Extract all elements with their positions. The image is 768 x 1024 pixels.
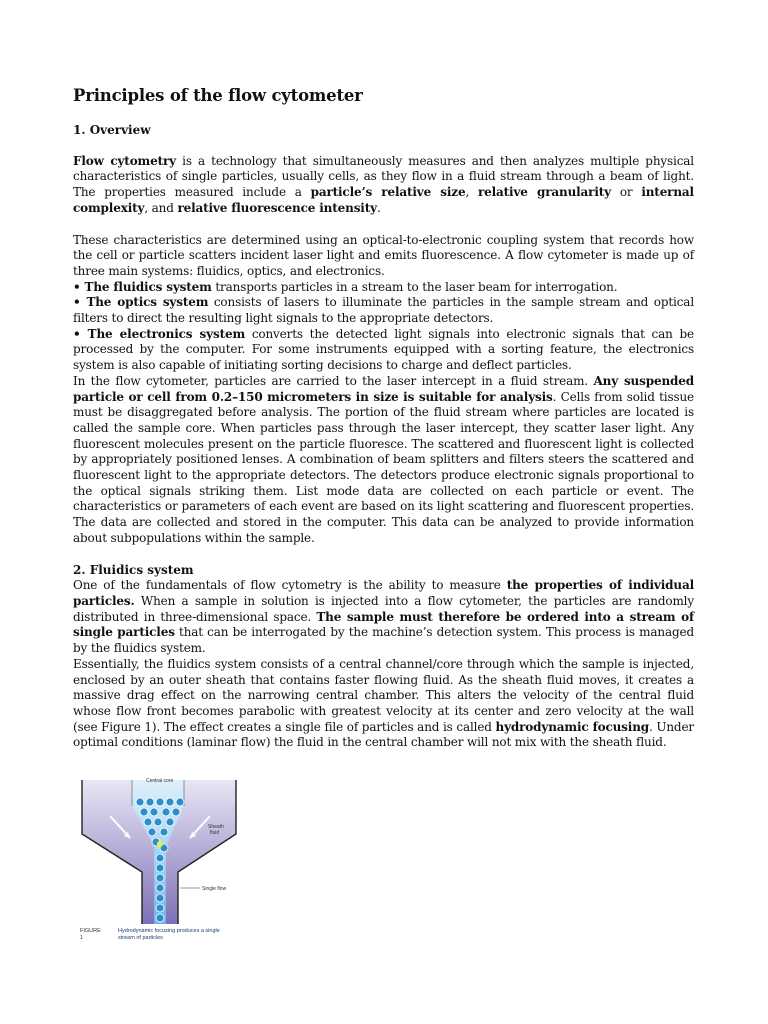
bullet-electronics: • The electronics system converts the detected light signals into electronic signals that can be processed by the computer. For some instruments equipped with a sorting feature, the electronics system is also capable of initiating sorting decisions to charge and deflect particles. bbox=[73, 326, 694, 373]
fluidics-heading: 2. Fluidics system bbox=[73, 562, 194, 577]
overview-paragraph-1: Flow cytometry is a technology that simultaneously measures and then analyzes multiple physical characteristics of single particles, usually cells, as they flow in a fluid stream through a beam of light. The properties measured include a particle’s relative size, relative granularity or internal complexity, and relative fluorescence intensity. bbox=[73, 153, 694, 215]
fluidics-paragraph-1: One of the fundamentals of flow cytometry is the ability to measure the properties of individual particles. When a sample in solution is injected into a flow cytometer, the particles are randomly distributed in three-dimensional space. The sample must therefore be ordered into a stream of single particles that can be interrogated by the machine’s detection system. This process is managed by the fluidics system. bbox=[73, 578, 694, 656]
bullet-fluidics: • The fluidics system transports particles in a stream to the laser beam for interrogation. bbox=[73, 279, 618, 294]
flow-cell-diagram bbox=[80, 776, 240, 926]
overview-heading: 1. Overview bbox=[73, 123, 151, 137]
label-sheath-2: fluid bbox=[210, 830, 220, 836]
label-sheath-1: Sheath bbox=[208, 824, 224, 830]
overview-paragraph-2: These characteristics are determined using an optical-to-electronic coupling system that records how the cell or particle scatters incident laser light and emits fluorescence. A flow cytometer is made up of three main systems: fluidics, optics, and electronics. bbox=[73, 232, 694, 278]
document-page bbox=[73, 86, 694, 751]
figure-caption: Hydrodynamic focusing produces a single stream of particles bbox=[118, 928, 220, 941]
fluidics-paragraph-2: Essentially, the fluidics system consists of a central channel/core through which the sample is injected, enclosed by an outer sheath that contains faster flowing fluid. As the sheath fluid moves, it creates a massive drag effect on the narrowing central chamber. This alters the velocity of the central fluid whose flow front becomes parabolic with greatest velocity at its center and zero velocity at the wall (see Figure 1). The effect creates a single file of particles and is called hydrodynamic focusing. Under optimal conditions (laminar flow) the fluid in the central chamber will not mix with the sheath fluid. bbox=[73, 656, 694, 750]
page-title: Principles of the flow cytometer bbox=[73, 86, 363, 105]
label-central-core: Central core bbox=[146, 778, 174, 784]
figure-number: FIGURE 1 bbox=[80, 928, 101, 941]
bullet-optics: • The optics system consists of lasers to illuminate the particles in the sample stream and optical filters to direct the resulting light signals to the appropriate detectors. bbox=[73, 295, 695, 326]
overview-paragraph-3: In the flow cytometer, particles are carried to the laser intercept in a fluid stream. Any suspended particle or cell from 0.2–150 micrometers in size is suitable for analysis. Cells from solid tissue must be disaggregated before analysis. The portion of the fluid stream where particles are located is called the sample core. When particles pass through the laser intercept, they scatter laser light. Any fluorescent molecules present on the particle fluoresce. The scattered and fluorescent light is collected by appropriately positioned lenses. A combination of beam splitters and filters steers the scattered and fluorescent light to the appropriate detectors. The detectors produce electronic signals proportional to the optical signals striking them. List mode data are collected on each particle or event. The characteristics or parameters of each event are based on its light scattering and fluorescent properties. The data are collected and stored in the computer. This data can be analyzed to provide information about subpopulations within the sample. bbox=[73, 373, 694, 545]
label-single-flow: Single flow bbox=[202, 886, 227, 892]
figure-hydrodynamic-focusing bbox=[80, 776, 240, 941]
